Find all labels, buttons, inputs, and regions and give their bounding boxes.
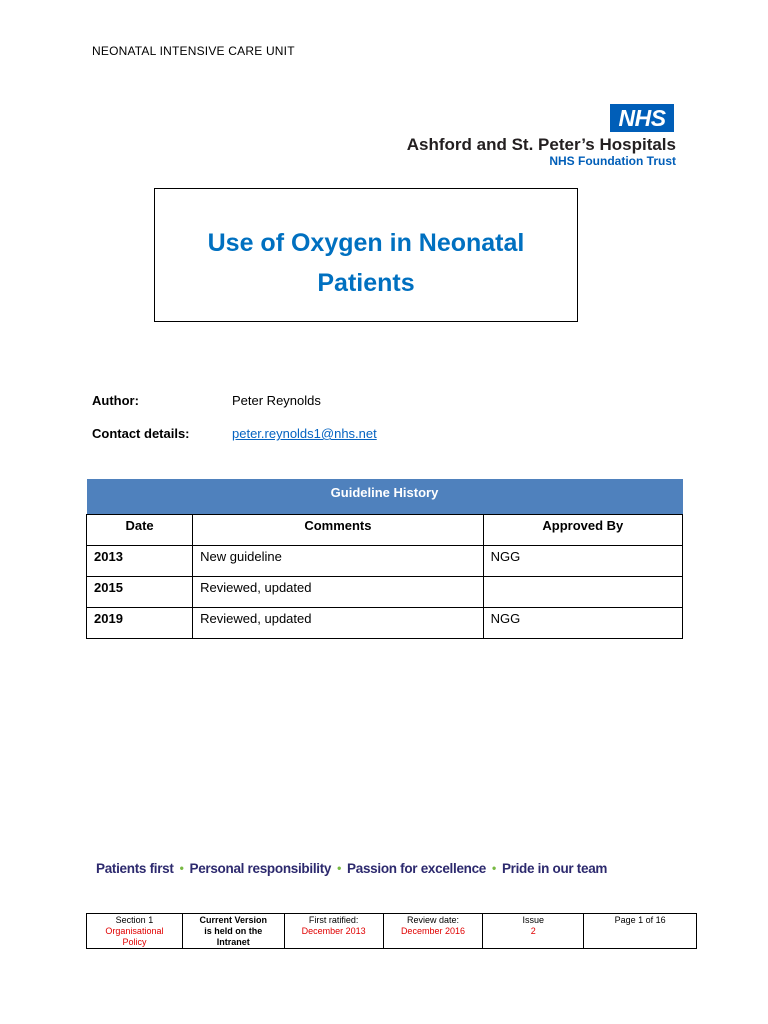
- footer-ratified-cell: [284, 914, 383, 949]
- nhs-trust-logo: [400, 104, 676, 168]
- nhs-logo-box: NHS: [610, 104, 674, 132]
- footer-section-value: Organisational: [105, 926, 164, 936]
- column-header-date: Date: [87, 514, 193, 545]
- history-comment: Reviewed, updated: [193, 576, 483, 607]
- trust-name: NHS Foundation Trust: [549, 154, 676, 168]
- table-row: [87, 576, 683, 607]
- footer-current-line: is held on the: [204, 926, 263, 936]
- table-row: [87, 545, 683, 576]
- footer-review-cell: [383, 914, 483, 949]
- bullet-separator: •: [179, 861, 184, 875]
- history-approved-by: NGG: [483, 607, 682, 638]
- contact-label: Contact details:: [92, 426, 190, 441]
- footer-current-line: Current Version: [199, 915, 268, 925]
- bullet-separator: •: [492, 861, 496, 875]
- history-approved-by: NGG: [483, 545, 682, 576]
- trust-values-strip: [96, 856, 641, 880]
- footer-issue-cell: [483, 914, 584, 949]
- contact-email-link[interactable]: peter.reynolds1@nhs.net: [232, 426, 377, 441]
- author-value: Peter Reynolds: [232, 393, 321, 408]
- history-approved-by: [483, 576, 682, 607]
- history-comment: Reviewed, updated: [193, 607, 483, 638]
- value-item: Passion for excellence: [347, 860, 487, 876]
- footer-review-label: Review date:: [406, 915, 459, 925]
- value-item: Pride in our team: [501, 860, 608, 876]
- table-row: [87, 607, 683, 638]
- column-header-comments: Comments: [193, 514, 483, 545]
- history-date: 2019: [87, 607, 193, 638]
- history-date: 2013: [87, 545, 193, 576]
- document-footer-table: [86, 913, 697, 949]
- guideline-history-table: [86, 479, 683, 639]
- footer-ratified-label: First ratified:: [308, 915, 359, 925]
- footer-ratified-value: December 2013: [301, 926, 366, 936]
- column-header-approved-by: Approved By: [483, 514, 682, 545]
- bullet-separator: •: [337, 861, 342, 875]
- history-comment: New guideline: [193, 545, 483, 576]
- footer-section-label: Section 1: [115, 915, 154, 925]
- value-item: Patients first: [96, 860, 174, 876]
- value-item: Personal responsibility: [189, 860, 332, 876]
- document-title: Use of Oxygen in Neonatal Patients: [207, 229, 525, 297]
- history-title: Guideline History: [87, 479, 683, 514]
- footer-section-value: Policy: [122, 937, 147, 947]
- author-label: Author:: [92, 393, 139, 408]
- title-box: [154, 188, 578, 322]
- footer-section-cell: [87, 914, 183, 949]
- footer-issue-label: Issue: [522, 915, 545, 925]
- footer-page-number: Page 1 of 16: [614, 915, 666, 925]
- footer-current-version-cell: [182, 914, 284, 949]
- footer-page-cell: [584, 914, 697, 949]
- history-date: 2015: [87, 576, 193, 607]
- running-header: NEONATAL INTENSIVE CARE UNIT: [92, 44, 295, 58]
- footer-issue-value: 2: [530, 926, 536, 936]
- footer-current-line: Intranet: [216, 937, 250, 947]
- footer-review-value: December 2016: [400, 926, 465, 936]
- history-header-row: [87, 514, 683, 545]
- hospital-name: Ashford and St. Peter’s Hospitals: [406, 135, 676, 154]
